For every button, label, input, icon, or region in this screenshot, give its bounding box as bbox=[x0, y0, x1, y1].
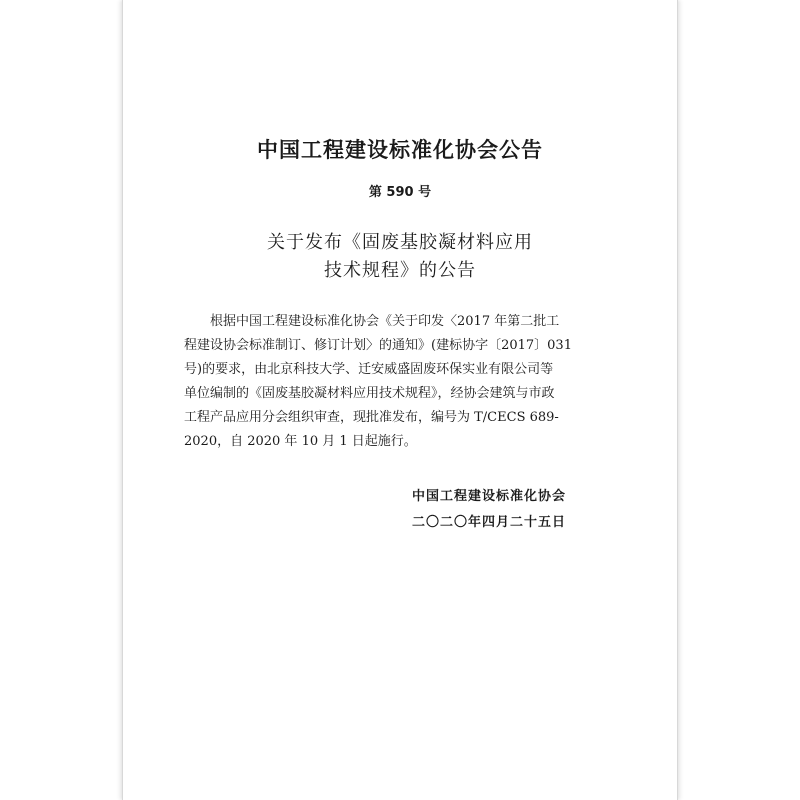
issue-number: 第 590 号 bbox=[368, 185, 432, 200]
body-line-3: 号)的要求，由北京科技大学、迁安威盛固废环保实业有限公司等 bbox=[184, 362, 554, 377]
announcement-title: 中国工程建设标准化协会公告 bbox=[257, 138, 543, 162]
body-line-4: 单位编制的《固废基胶凝材料应用技术规程》，经协会建筑与市政 bbox=[184, 386, 555, 401]
subtitle-line-1: 关于发布《固废基胶凝材料应用 bbox=[267, 232, 533, 253]
body-line-5: 工程产品应用分会组织审查，现批准发布，编号为 T/CECS 689- bbox=[184, 410, 559, 425]
page-left-edge bbox=[122, 0, 123, 800]
page-right-edge bbox=[677, 0, 678, 800]
signature-date: 二〇二〇年四月二十五日 bbox=[412, 515, 567, 530]
body-line-2: 程建设协会标准制订、修订计划〉的通知》(建标协字〔2017〕031 bbox=[184, 338, 572, 353]
document-page bbox=[122, 0, 678, 800]
subtitle-line-2: 技术规程》的公告 bbox=[324, 260, 476, 281]
body-line-6: 2020，自 2020 年 10 月 1 日起施行。 bbox=[184, 434, 417, 449]
body-line-1: 根据中国工程建设标准化协会《关于印发〈2017 年第二批工 bbox=[210, 314, 560, 329]
signature-organization: 中国工程建设标准化协会 bbox=[412, 489, 567, 504]
